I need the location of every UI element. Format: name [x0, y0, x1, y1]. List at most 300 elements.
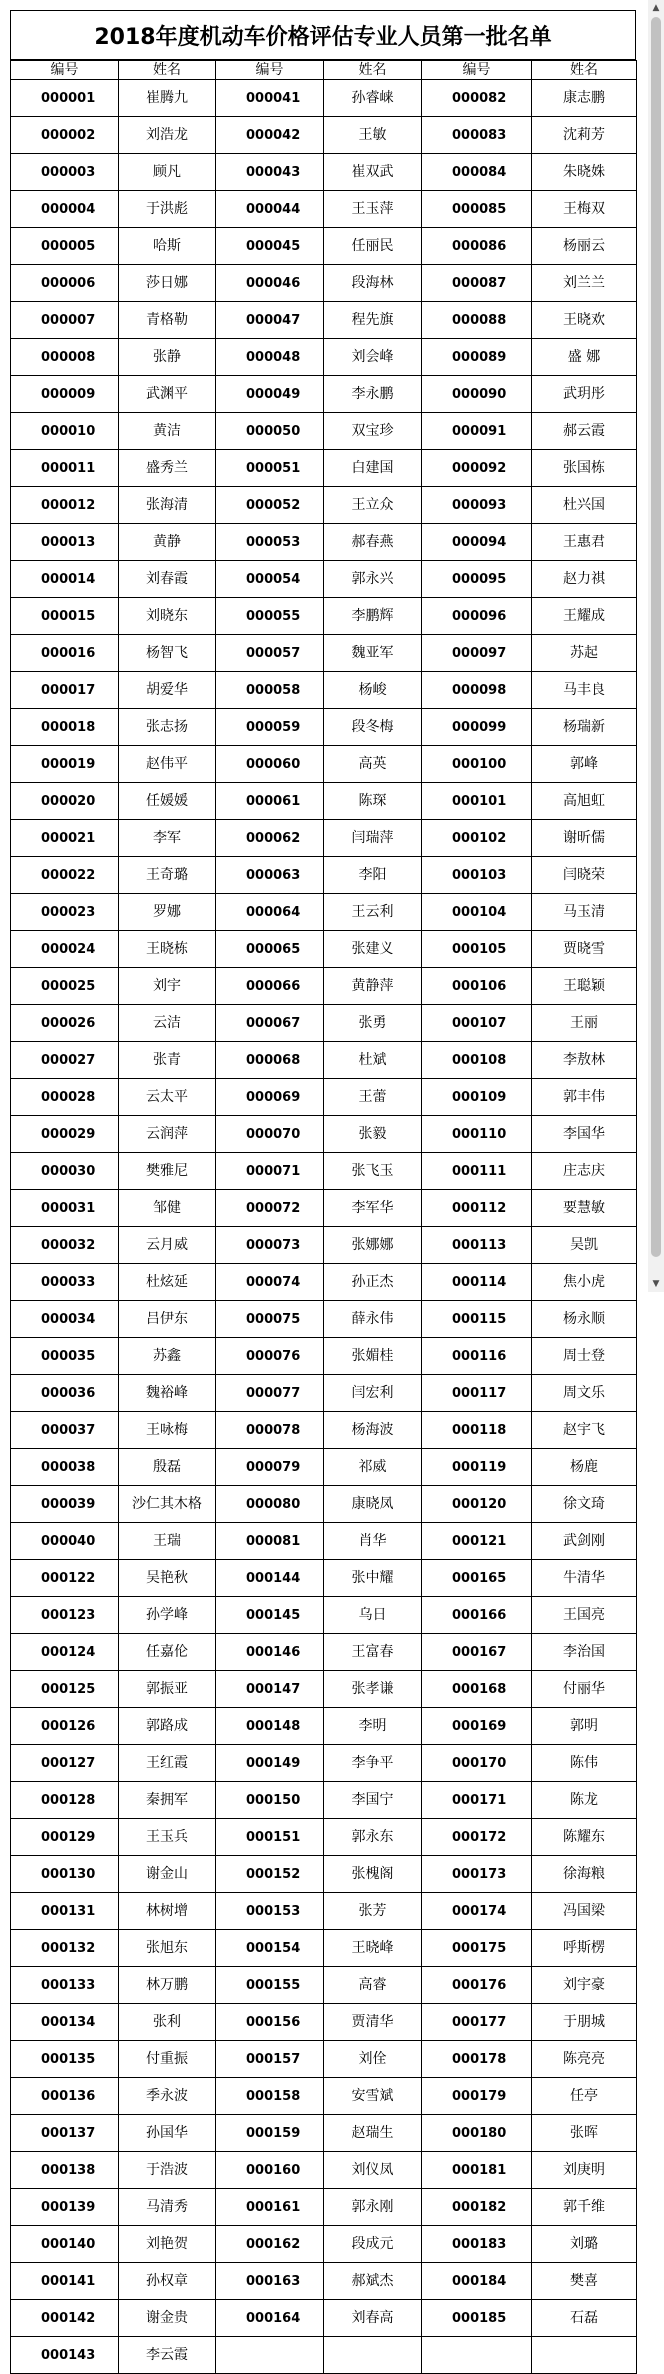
cell-name: 付丽华	[532, 1671, 637, 1708]
cell-code: 000015	[11, 598, 119, 635]
cell-code: 000016	[11, 635, 119, 672]
cell-code: 000090	[422, 376, 532, 413]
table-row	[11, 413, 637, 450]
cell-name: 刘璐	[532, 2226, 637, 2263]
table-row	[11, 2041, 637, 2078]
cell-name: 沙仁其木格	[119, 1486, 216, 1523]
cell-code: 000032	[11, 1227, 119, 1264]
cell-name: 王惠君	[532, 524, 637, 561]
cell-code: 000019	[11, 746, 119, 783]
cell-name	[324, 2337, 422, 2374]
cell-code: 000149	[216, 1745, 324, 1782]
cell-code: 000138	[11, 2152, 119, 2189]
cell-name: 徐文琦	[532, 1486, 637, 1523]
cell-name: 孙权章	[119, 2263, 216, 2300]
cell-name: 陈龙	[532, 1782, 637, 1819]
cell-code: 000007	[11, 302, 119, 339]
cell-name: 刘艳贺	[119, 2226, 216, 2263]
cell-code: 000161	[216, 2189, 324, 2226]
cell-name: 张志扬	[119, 709, 216, 746]
cell-name: 要慧敏	[532, 1190, 637, 1227]
cell-code: 000084	[422, 154, 532, 191]
cell-code	[216, 2337, 324, 2374]
header-code-2: 编号	[216, 61, 324, 80]
table-row	[11, 561, 637, 598]
table-row	[11, 894, 637, 931]
table-row	[11, 1153, 637, 1190]
cell-name: 李敖林	[532, 1042, 637, 1079]
cell-name: 刘佺	[324, 2041, 422, 2078]
cell-name: 付重振	[119, 2041, 216, 2078]
cell-name: 王丽	[532, 1005, 637, 1042]
cell-name: 王蕾	[324, 1079, 422, 1116]
cell-name: 王红霞	[119, 1745, 216, 1782]
cell-code: 000061	[216, 783, 324, 820]
cell-code: 000154	[216, 1930, 324, 1967]
table-row	[11, 1486, 637, 1523]
cell-code: 000150	[216, 1782, 324, 1819]
table-row	[11, 450, 637, 487]
cell-name: 杨永顺	[532, 1301, 637, 1338]
cell-code: 000107	[422, 1005, 532, 1042]
cell-code: 000152	[216, 1856, 324, 1893]
cell-code: 000036	[11, 1375, 119, 1412]
cell-code: 000027	[11, 1042, 119, 1079]
cell-name: 赵宇飞	[532, 1412, 637, 1449]
cell-code: 000039	[11, 1486, 119, 1523]
cell-name: 云月威	[119, 1227, 216, 1264]
cell-code: 000178	[422, 2041, 532, 2078]
cell-code: 000111	[422, 1153, 532, 1190]
cell-name: 刘宇豪	[532, 1967, 637, 2004]
cell-code: 000018	[11, 709, 119, 746]
cell-code: 000151	[216, 1819, 324, 1856]
document-page	[10, 10, 636, 2374]
cell-code: 000102	[422, 820, 532, 857]
cell-code: 000163	[216, 2263, 324, 2300]
table-row	[11, 746, 637, 783]
cell-code: 000118	[422, 1412, 532, 1449]
cell-code: 000028	[11, 1079, 119, 1116]
cell-code: 000162	[216, 2226, 324, 2263]
cell-name: 王奇璐	[119, 857, 216, 894]
cell-name: 顾凡	[119, 154, 216, 191]
cell-code: 000155	[216, 1967, 324, 2004]
cell-name: 王玉兵	[119, 1819, 216, 1856]
cell-code: 000005	[11, 228, 119, 265]
scrollbar-thumb[interactable]	[651, 17, 661, 1257]
name-list-table	[10, 60, 637, 2374]
table-row	[11, 968, 637, 1005]
table-row	[11, 1708, 637, 1745]
cell-code: 000008	[11, 339, 119, 376]
cell-code: 000126	[11, 1708, 119, 1745]
cell-code: 000158	[216, 2078, 324, 2115]
cell-name: 杨海波	[324, 1412, 422, 1449]
table-row	[11, 2078, 637, 2115]
cell-code: 000172	[422, 1819, 532, 1856]
cell-code: 000166	[422, 1597, 532, 1634]
cell-code: 000055	[216, 598, 324, 635]
cell-name: 闫瑞萍	[324, 820, 422, 857]
table-row	[11, 1634, 637, 1671]
cell-code: 000059	[216, 709, 324, 746]
cell-code: 000159	[216, 2115, 324, 2152]
cell-code: 000101	[422, 783, 532, 820]
cell-code: 000142	[11, 2300, 119, 2337]
cell-name: 王晓欢	[532, 302, 637, 339]
cell-code: 000083	[422, 117, 532, 154]
cell-code: 000046	[216, 265, 324, 302]
cell-name: 张中耀	[324, 1560, 422, 1597]
table-row	[11, 1412, 637, 1449]
cell-code: 000025	[11, 968, 119, 1005]
cell-code: 000168	[422, 1671, 532, 1708]
cell-code: 000050	[216, 413, 324, 450]
cell-code: 000063	[216, 857, 324, 894]
table-row	[11, 2115, 637, 2152]
cell-name: 郝春燕	[324, 524, 422, 561]
cell-code: 000075	[216, 1301, 324, 1338]
cell-code: 000103	[422, 857, 532, 894]
cell-name: 郭千维	[532, 2189, 637, 2226]
cell-code: 000116	[422, 1338, 532, 1375]
cell-code: 000132	[11, 1930, 119, 1967]
table-row	[11, 228, 637, 265]
cell-name: 孙睿崃	[324, 80, 422, 117]
cell-code: 000057	[216, 635, 324, 672]
cell-code: 000002	[11, 117, 119, 154]
cell-code: 000081	[216, 1523, 324, 1560]
cell-code	[422, 2337, 532, 2374]
cell-code: 000070	[216, 1116, 324, 1153]
cell-code: 000174	[422, 1893, 532, 1930]
cell-code: 000121	[422, 1523, 532, 1560]
cell-code: 000060	[216, 746, 324, 783]
cell-name: 武玥彤	[532, 376, 637, 413]
cell-code: 000082	[422, 80, 532, 117]
table-row	[11, 487, 637, 524]
cell-name: 云太平	[119, 1079, 216, 1116]
cell-code: 000129	[11, 1819, 119, 1856]
cell-code: 000170	[422, 1745, 532, 1782]
cell-name: 张国栋	[532, 450, 637, 487]
cell-name: 李军	[119, 820, 216, 857]
cell-code: 000047	[216, 302, 324, 339]
cell-name: 高睿	[324, 1967, 422, 2004]
cell-code: 000173	[422, 1856, 532, 1893]
cell-code: 000097	[422, 635, 532, 672]
cell-code: 000017	[11, 672, 119, 709]
cell-code: 000064	[216, 894, 324, 931]
cell-code: 000072	[216, 1190, 324, 1227]
cell-code: 000167	[422, 1634, 532, 1671]
cell-code: 000069	[216, 1079, 324, 1116]
cell-name: 苏起	[532, 635, 637, 672]
cell-name: 吴艳秋	[119, 1560, 216, 1597]
cell-code: 000105	[422, 931, 532, 968]
cell-code: 000115	[422, 1301, 532, 1338]
cell-name: 赵瑞生	[324, 2115, 422, 2152]
table-row	[11, 820, 637, 857]
cell-name: 贾晓雪	[532, 931, 637, 968]
table-row	[11, 1190, 637, 1227]
cell-name: 张娜娜	[324, 1227, 422, 1264]
cell-name: 王国亮	[532, 1597, 637, 1634]
cell-name: 殷磊	[119, 1449, 216, 1486]
cell-code: 000156	[216, 2004, 324, 2041]
table-row	[11, 1597, 637, 1634]
cell-name: 康晓凤	[324, 1486, 422, 1523]
cell-name: 李阳	[324, 857, 422, 894]
cell-code: 000123	[11, 1597, 119, 1634]
cell-name: 张利	[119, 2004, 216, 2041]
cell-name: 云润萍	[119, 1116, 216, 1153]
cell-name: 孙学峰	[119, 1597, 216, 1634]
cell-name: 邹健	[119, 1190, 216, 1227]
cell-name: 孙正杰	[324, 1264, 422, 1301]
cell-name: 云洁	[119, 1005, 216, 1042]
scroll-up-arrow-icon[interactable]: ▲	[652, 3, 660, 13]
cell-code: 000147	[216, 1671, 324, 1708]
cell-name: 杨瑞新	[532, 709, 637, 746]
cell-name: 张勇	[324, 1005, 422, 1042]
cell-name: 哈斯	[119, 228, 216, 265]
cell-name: 刘浩龙	[119, 117, 216, 154]
cell-name: 陈琛	[324, 783, 422, 820]
cell-code: 000052	[216, 487, 324, 524]
cell-name: 石磊	[532, 2300, 637, 2337]
cell-code: 000143	[11, 2337, 119, 2374]
cell-code: 000175	[422, 1930, 532, 1967]
header-name-2: 姓名	[324, 61, 422, 80]
cell-code: 000113	[422, 1227, 532, 1264]
cell-code: 000096	[422, 598, 532, 635]
cell-name: 李鹏辉	[324, 598, 422, 635]
cell-name: 黄洁	[119, 413, 216, 450]
cell-name: 张槐阁	[324, 1856, 422, 1893]
cell-code: 000127	[11, 1745, 119, 1782]
cell-code: 000044	[216, 191, 324, 228]
table-row	[11, 117, 637, 154]
cell-name: 吕伊东	[119, 1301, 216, 1338]
cell-name: 任媛媛	[119, 783, 216, 820]
table-row	[11, 302, 637, 339]
cell-name: 焦小虎	[532, 1264, 637, 1301]
table-row	[11, 709, 637, 746]
cell-code: 000179	[422, 2078, 532, 2115]
cell-code: 000093	[422, 487, 532, 524]
cell-code: 000089	[422, 339, 532, 376]
cell-name: 贾清华	[324, 2004, 422, 2041]
table-row	[11, 1042, 637, 1079]
cell-name: 郝云霞	[532, 413, 637, 450]
table-row	[11, 598, 637, 635]
cell-name: 崔腾九	[119, 80, 216, 117]
vertical-scrollbar[interactable]	[648, 0, 664, 1292]
table-row	[11, 2226, 637, 2263]
cell-name: 王立众	[324, 487, 422, 524]
cell-name: 康志鹏	[532, 80, 637, 117]
cell-name: 李军华	[324, 1190, 422, 1227]
cell-name: 王耀成	[532, 598, 637, 635]
cell-name: 程先旗	[324, 302, 422, 339]
cell-name: 季永波	[119, 2078, 216, 2115]
table-row	[11, 635, 637, 672]
cell-name: 肖华	[324, 1523, 422, 1560]
cell-name: 王云利	[324, 894, 422, 931]
cell-name: 乌日	[324, 1597, 422, 1634]
cell-code: 000128	[11, 1782, 119, 1819]
cell-name: 张青	[119, 1042, 216, 1079]
cell-name: 郭路成	[119, 1708, 216, 1745]
cell-name: 闫宏利	[324, 1375, 422, 1412]
cell-code: 000145	[216, 1597, 324, 1634]
cell-code: 000049	[216, 376, 324, 413]
cell-name: 樊喜	[532, 2263, 637, 2300]
cell-code: 000022	[11, 857, 119, 894]
cell-name: 段海林	[324, 265, 422, 302]
cell-name: 任亭	[532, 2078, 637, 2115]
cell-code: 000071	[216, 1153, 324, 1190]
table-row	[11, 339, 637, 376]
cell-name: 谢金山	[119, 1856, 216, 1893]
cell-name: 杜兴国	[532, 487, 637, 524]
cell-code: 000021	[11, 820, 119, 857]
cell-name: 马玉清	[532, 894, 637, 931]
table-header-row	[11, 61, 637, 80]
table-row	[11, 1227, 637, 1264]
cell-code: 000185	[422, 2300, 532, 2337]
table-row	[11, 2263, 637, 2300]
cell-name: 莎日娜	[119, 265, 216, 302]
cell-name: 罗娜	[119, 894, 216, 931]
cell-name: 冯国梁	[532, 1893, 637, 1930]
cell-name: 青格勒	[119, 302, 216, 339]
table-row	[11, 1930, 637, 1967]
cell-code: 000119	[422, 1449, 532, 1486]
cell-name: 黄静	[119, 524, 216, 561]
cell-name: 张海清	[119, 487, 216, 524]
cell-name: 陈亮亮	[532, 2041, 637, 2078]
cell-name: 胡爱华	[119, 672, 216, 709]
table-row	[11, 265, 637, 302]
header-code-1: 编号	[11, 61, 119, 80]
cell-name: 沈莉芳	[532, 117, 637, 154]
cell-code: 000010	[11, 413, 119, 450]
cell-name: 李永鹏	[324, 376, 422, 413]
cell-code: 000144	[216, 1560, 324, 1597]
cell-code: 000108	[422, 1042, 532, 1079]
cell-name: 张毅	[324, 1116, 422, 1153]
cell-name: 李治国	[532, 1634, 637, 1671]
cell-name: 段冬梅	[324, 709, 422, 746]
cell-code: 000095	[422, 561, 532, 598]
cell-name: 林树增	[119, 1893, 216, 1930]
cell-name: 崔双武	[324, 154, 422, 191]
cell-code: 000066	[216, 968, 324, 1005]
cell-name: 任嘉伦	[119, 1634, 216, 1671]
cell-name: 王咏梅	[119, 1412, 216, 1449]
cell-code: 000141	[11, 2263, 119, 2300]
cell-code: 000074	[216, 1264, 324, 1301]
cell-code: 000171	[422, 1782, 532, 1819]
cell-name: 刘仪凤	[324, 2152, 422, 2189]
table-row	[11, 1893, 637, 1930]
cell-code: 000094	[422, 524, 532, 561]
cell-code: 000153	[216, 1893, 324, 1930]
cell-code: 000098	[422, 672, 532, 709]
cell-name: 周士登	[532, 1338, 637, 1375]
cell-code: 000067	[216, 1005, 324, 1042]
cell-name: 祁威	[324, 1449, 422, 1486]
header-name-1: 姓名	[119, 61, 216, 80]
cell-name: 孙国华	[119, 2115, 216, 2152]
cell-name: 李国宁	[324, 1782, 422, 1819]
cell-code: 000114	[422, 1264, 532, 1301]
cell-name: 张建义	[324, 931, 422, 968]
cell-code: 000124	[11, 1634, 119, 1671]
cell-code: 000091	[422, 413, 532, 450]
cell-code: 000183	[422, 2226, 532, 2263]
cell-code: 000135	[11, 2041, 119, 2078]
table-row	[11, 1264, 637, 1301]
cell-code: 000133	[11, 1967, 119, 2004]
cell-code: 000110	[422, 1116, 532, 1153]
cell-name	[532, 2337, 637, 2374]
cell-name: 武渊平	[119, 376, 216, 413]
cell-name: 杜斌	[324, 1042, 422, 1079]
cell-name: 张晖	[532, 2115, 637, 2152]
cell-code: 000131	[11, 1893, 119, 1930]
cell-name: 郭永兴	[324, 561, 422, 598]
table-row	[11, 524, 637, 561]
cell-code: 000104	[422, 894, 532, 931]
cell-code: 000077	[216, 1375, 324, 1412]
cell-code: 000014	[11, 561, 119, 598]
cell-code: 000023	[11, 894, 119, 931]
cell-name: 于浩波	[119, 2152, 216, 2189]
cell-name: 庄志庆	[532, 1153, 637, 1190]
cell-name: 谢金贵	[119, 2300, 216, 2337]
cell-name: 郭峰	[532, 746, 637, 783]
cell-code: 000184	[422, 2263, 532, 2300]
cell-name: 樊雅尼	[119, 1153, 216, 1190]
cell-code: 000012	[11, 487, 119, 524]
cell-code: 000087	[422, 265, 532, 302]
table-row	[11, 857, 637, 894]
cell-name: 魏裕峰	[119, 1375, 216, 1412]
table-row	[11, 2152, 637, 2189]
cell-name: 任丽民	[324, 228, 422, 265]
cell-name: 闫晓荣	[532, 857, 637, 894]
cell-code: 000009	[11, 376, 119, 413]
table-row	[11, 1671, 637, 1708]
cell-code: 000034	[11, 1301, 119, 1338]
cell-name: 杨鹿	[532, 1449, 637, 1486]
table-row	[11, 1079, 637, 1116]
cell-code: 000006	[11, 265, 119, 302]
cell-code: 000182	[422, 2189, 532, 2226]
scroll-down-arrow-icon[interactable]: ▼	[652, 1279, 660, 1289]
cell-code: 000073	[216, 1227, 324, 1264]
cell-code: 000176	[422, 1967, 532, 2004]
cell-name: 张飞玉	[324, 1153, 422, 1190]
cell-code: 000080	[216, 1486, 324, 1523]
cell-name: 赵伟平	[119, 746, 216, 783]
cell-name: 于洪彪	[119, 191, 216, 228]
cell-code: 000160	[216, 2152, 324, 2189]
